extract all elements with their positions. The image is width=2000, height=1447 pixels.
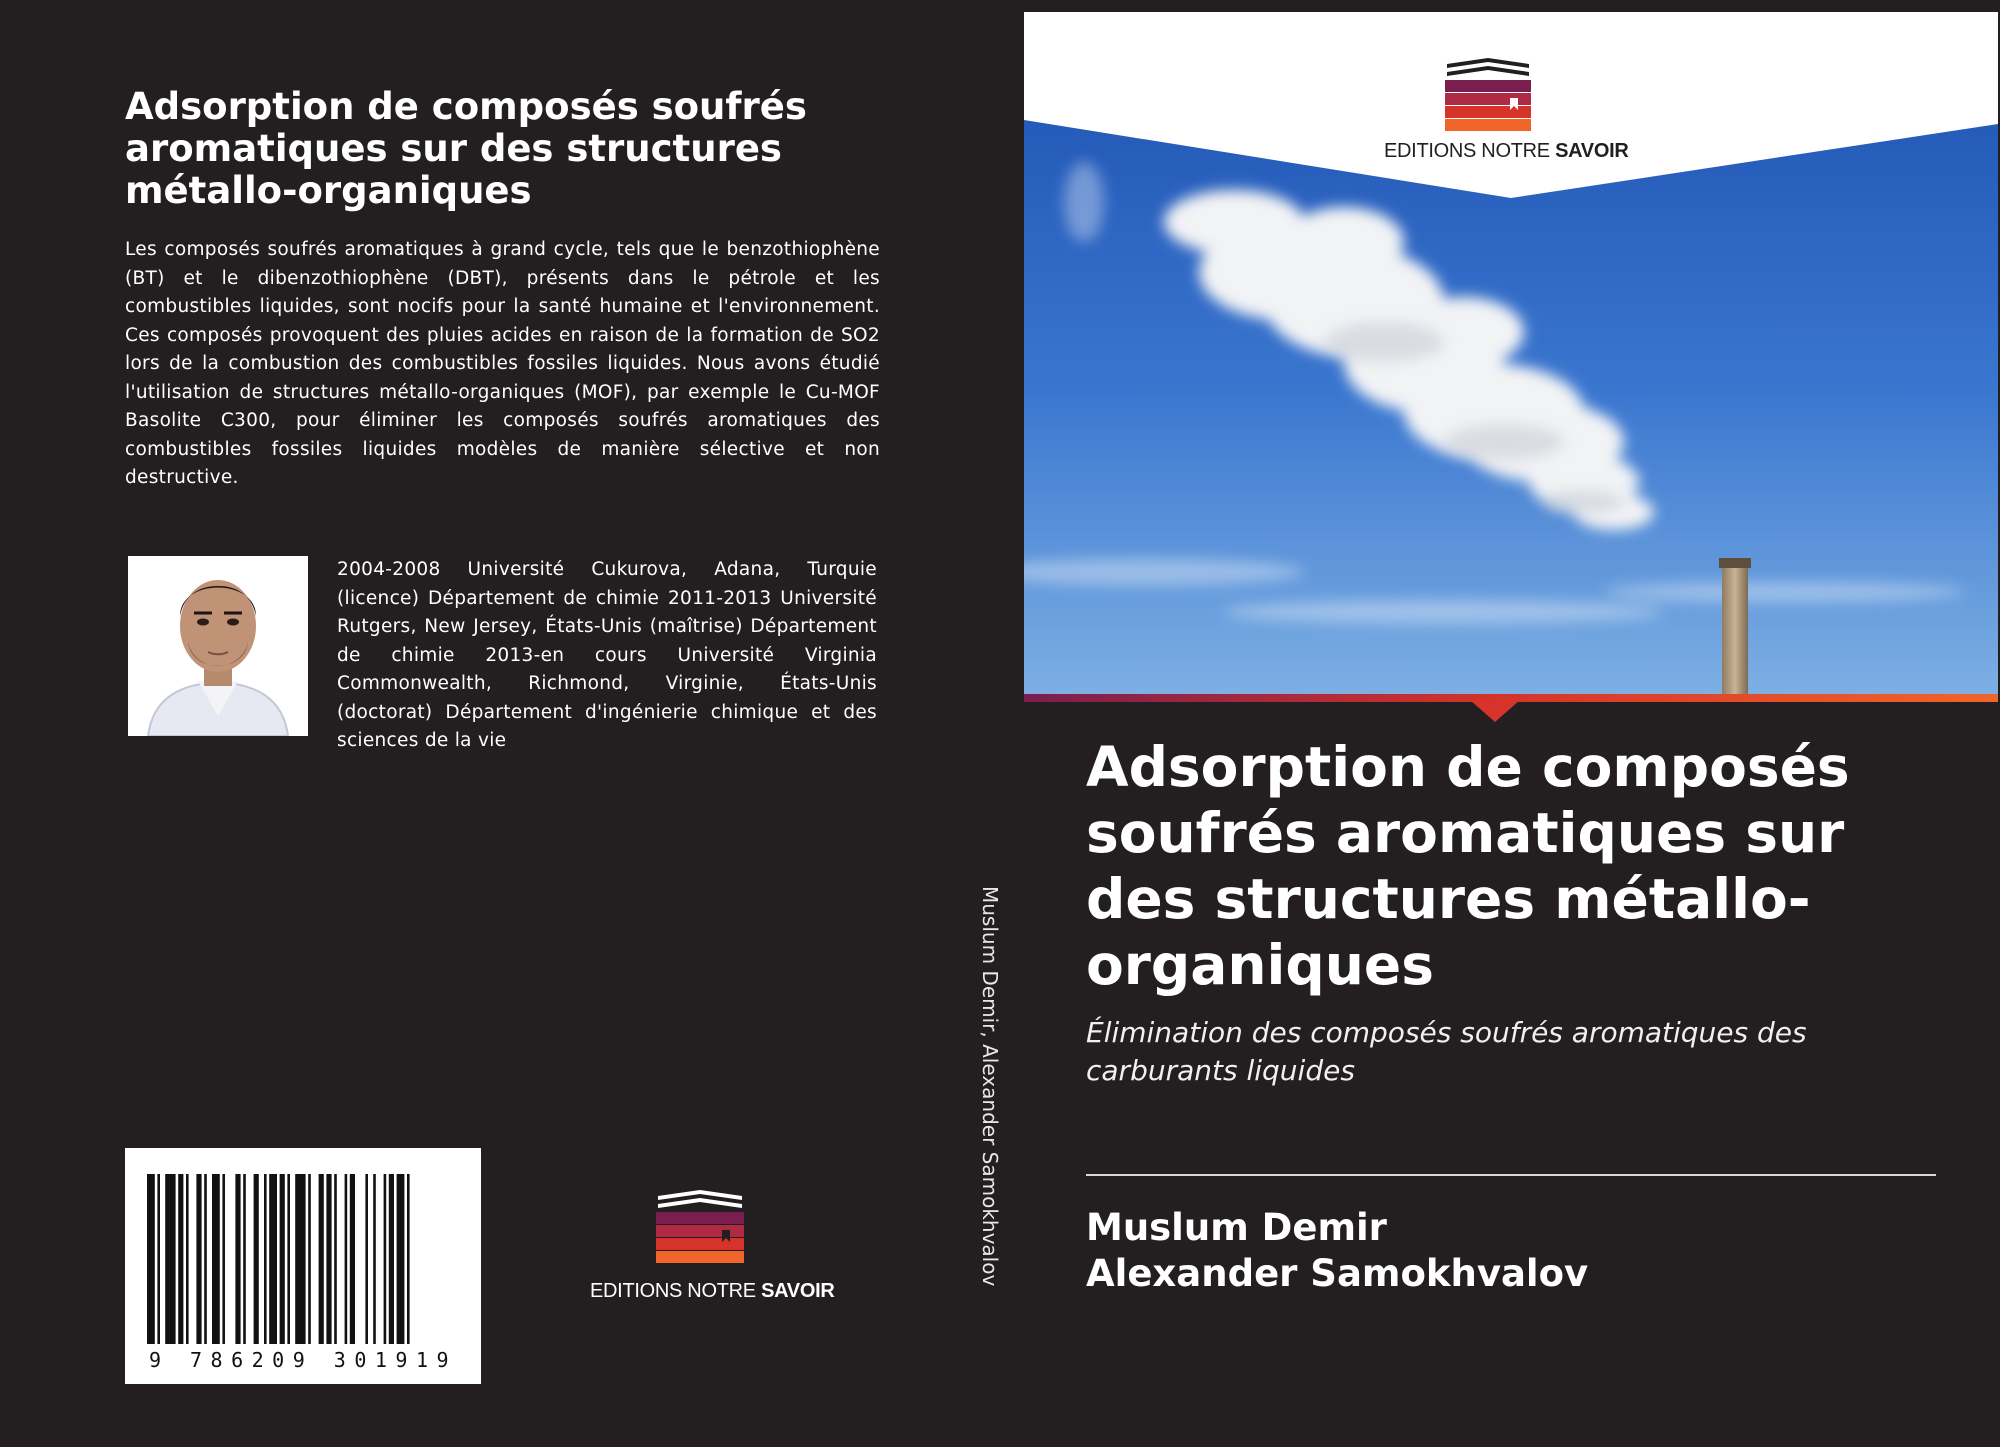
barcode-bar <box>157 1174 160 1344</box>
spine-authors: Muslum Demir, Alexander Samokhvalov <box>978 886 1002 1287</box>
barcode-bar <box>397 1174 405 1344</box>
back-publisher-logo <box>585 1190 835 1310</box>
barcode-bar <box>365 1174 368 1344</box>
barcode-bar <box>334 1174 337 1344</box>
barcode-bar <box>212 1174 220 1344</box>
barcode-bar <box>186 1174 189 1344</box>
barcode-bar <box>407 1174 410 1344</box>
barcode-bar <box>196 1174 201 1344</box>
barcode-bar <box>235 1174 240 1344</box>
accent-triangle <box>1470 700 1520 722</box>
barcode-bar <box>264 1174 267 1344</box>
barcode-bar <box>384 1174 387 1344</box>
back-cover-abstract: Les composés soufrés aromatiques à grand cycle, tels que le benzothiophène (BT) et le dibenzothiophène (DBT), présents dans le pétrole et les combustibles liquides, sont nocifs pour la santé humaine et l'environnement. Ces composés provoquent des pluies acides en raison de la formation de SO2 lors de la combustion des combustibles fossiles liquides. Nous avons étudié l'utilisation de structures métallo-organiques (MOF), par exemple le Cu-MOF Basolite C300, pour éliminer les composés soufrés aromatiques des combustibles fossiles liquides modèles de manière sélective et non destructive. <box>125 239 880 488</box>
barcode-bar <box>319 1174 324 1344</box>
barcode-bar <box>350 1174 355 1344</box>
barcode-bar <box>308 1174 311 1344</box>
front-author-2: Alexander Samokhvalov <box>1086 1252 1589 1295</box>
barcode-bar <box>295 1174 305 1344</box>
front-author-1: Muslum Demir <box>1086 1206 1387 1249</box>
barcode-bar <box>204 1174 207 1344</box>
barcode-bar <box>373 1174 376 1344</box>
barcode-bar <box>389 1174 394 1344</box>
barcode-bar <box>222 1174 225 1344</box>
barcode-bar <box>243 1174 246 1344</box>
barcode-bar <box>147 1174 155 1344</box>
barcode-bar <box>345 1174 348 1344</box>
author-bio: 2004-2008 Université Cukurova, Adana, Turquie (licence) Département de chimie 2011-2013 Université Rutgers, New Jersey, États-Unis (maîtrise) Département de chimie 2013-en cours Université Virginia Commonwealth, Richmond, Virginie, États-Unis (doctorat) Département d'ingénierie chimique et des sciences de la vie <box>337 559 877 751</box>
logo-bold: SAVOIR <box>1555 140 1629 162</box>
logo-prefix: EDITIONS NOTRE <box>590 1280 756 1302</box>
isbn-digits: 9 786209 301919 <box>148 1348 458 1372</box>
barcode-bar <box>254 1174 259 1344</box>
logo-prefix: EDITIONS NOTRE <box>1384 140 1550 162</box>
front-logo-text <box>1384 140 1628 163</box>
cover-photo <box>1024 12 1998 702</box>
barcode-bar <box>280 1174 285 1344</box>
isbn-barcode <box>125 1148 481 1384</box>
barcode-bar <box>178 1174 183 1344</box>
logo-bold: SAVOIR <box>761 1280 835 1302</box>
front-title: Adsorption de composés soufrés aromatiques sur des structures métallo-organiques <box>1086 735 1850 997</box>
barcode-bar <box>269 1174 277 1344</box>
barcode-bar <box>165 1174 175 1344</box>
front-subtitle: Élimination des composés soufrés aromatiques des carburants liquides <box>1086 1016 1807 1087</box>
author-photo <box>128 556 308 736</box>
barcode-bar <box>287 1174 290 1344</box>
barcode-bar <box>326 1174 331 1344</box>
divider <box>1086 1174 1936 1176</box>
chimney-smoke-photo <box>1024 12 1998 702</box>
back-logo-text <box>590 1280 834 1303</box>
back-cover-title: Adsorption de composés soufrés aromatiques sur des structures métallo-organiques <box>125 85 807 212</box>
book-stack-logo-icon <box>650 1190 750 1270</box>
